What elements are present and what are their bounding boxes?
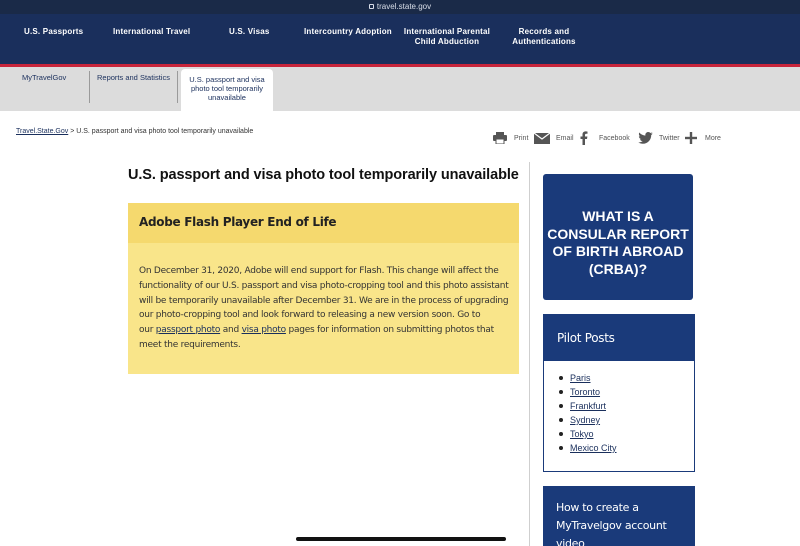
subnav-mytravelgov[interactable]: MyTravelGov	[22, 73, 67, 82]
nav-parental-child-abduction[interactable]	[401, 27, 493, 47]
facebook-icon	[580, 131, 588, 145]
share-more-label: More	[705, 134, 721, 142]
notice-line: functionality of our U.S. passport and visa photo-cropping tool and this photo assistant	[139, 280, 509, 291]
nav-intercountry-adoption[interactable]: Intercountry Adoption	[304, 27, 392, 36]
share-print-label: Print	[514, 134, 529, 142]
nav-label-line: Authentications	[512, 37, 576, 46]
share-facebook[interactable]	[580, 129, 630, 147]
active-tab-line: unavailable	[208, 93, 246, 102]
share-email-label: Email	[556, 134, 574, 142]
pilot-post-mexico-city[interactable]	[570, 441, 694, 455]
nav-label-line: International Parental	[403, 27, 491, 36]
breadcrumb	[16, 128, 253, 135]
nav-label-line: Records and	[518, 27, 570, 36]
notice-body	[139, 264, 511, 353]
sub-navigation	[0, 67, 800, 111]
nav-international-travel[interactable]: International Travel	[113, 27, 191, 36]
subnav-divider	[177, 71, 178, 103]
lock-icon	[369, 4, 374, 9]
crba-line: OF BIRTH ABROAD	[552, 243, 684, 259]
notice-line: will be temporarily unavailable after December 31. We are in the process of upgrading	[139, 295, 509, 306]
nav-us-visas[interactable]: U.S. Visas	[229, 27, 270, 36]
pilot-post-label: Toronto	[570, 387, 601, 397]
breadcrumb-separator: >	[68, 128, 77, 135]
pilot-posts-panel	[543, 314, 695, 472]
breadcrumb-home-link[interactable]: Travel.State.Gov	[16, 128, 69, 135]
notice-line	[139, 323, 511, 338]
howto-line: MyTravelgov account	[556, 519, 667, 532]
crba-line: (CRBA)?	[588, 260, 648, 277]
share-facebook-label: Facebook	[599, 134, 630, 142]
passport-photo-link[interactable]: passport photo	[155, 325, 221, 336]
nav-us-passports[interactable]: U.S. Passports	[24, 27, 84, 36]
page-title: U.S. passport and visa photo tool temporarily unavailable	[128, 167, 519, 183]
notice-text: pages for information on submitting photos that	[285, 325, 494, 336]
share-email[interactable]	[534, 129, 574, 147]
column-divider	[529, 162, 530, 546]
nav-label-line: Child Abduction	[414, 37, 480, 46]
share-twitter[interactable]	[638, 129, 680, 147]
pilot-post-frankfurt[interactable]	[570, 399, 694, 413]
pilot-post-label: Mexico City	[570, 443, 617, 453]
share-twitter-label: Twitter	[659, 134, 680, 142]
share-more[interactable]	[685, 129, 721, 147]
crba-line: WHAT IS A	[582, 208, 654, 224]
pilot-posts-list	[544, 361, 694, 455]
pilot-post-label: Tokyo	[570, 429, 594, 439]
howto-line: video	[556, 537, 585, 546]
subnav-reports-statistics[interactable]: Reports and Statistics	[97, 73, 170, 82]
pilot-post-sydney[interactable]	[570, 413, 694, 427]
breadcrumb-current: U.S. passport and visa photo tool temporarily unavailable	[76, 128, 254, 135]
pilot-post-label: Sydney	[570, 415, 601, 425]
howto-video-card[interactable]	[543, 486, 695, 546]
notice-line: On December 31, 2020, Adobe will end support for Flash. This change will affect the	[139, 266, 499, 276]
url-text: travel.state.gov	[376, 2, 432, 11]
notice-text: and	[220, 325, 242, 336]
crba-line: CONSULAR REPORT	[547, 225, 689, 242]
pilot-post-label: Frankfurt	[570, 401, 607, 411]
howto-line: How to create a	[556, 501, 639, 514]
top-navigation	[0, 14, 800, 64]
active-tab-line: U.S. passport and visa	[189, 75, 265, 84]
pilot-post-label: Paris	[570, 373, 591, 383]
home-indicator[interactable]	[296, 537, 506, 541]
notice-line: meet the requirements.	[139, 339, 241, 350]
crba-promo-card[interactable]	[543, 174, 693, 300]
subnav-divider	[89, 71, 90, 103]
active-tab-line: photo tool temporarily	[190, 84, 264, 93]
pilot-post-paris[interactable]	[570, 371, 694, 385]
pilot-posts-heading: Pilot Posts	[544, 315, 694, 361]
notice-box	[128, 203, 519, 374]
visa-photo-link[interactable]: visa photo	[241, 325, 286, 336]
address-bar[interactable]	[0, 0, 800, 14]
pilot-post-toronto[interactable]	[570, 385, 694, 399]
plus-icon	[685, 132, 697, 144]
notice-heading: Adobe Flash Player End of Life	[128, 203, 519, 243]
envelope-icon	[534, 133, 550, 144]
notice-line: our photo-cropping tool and look forward to releasing a new version soon. Go to	[139, 310, 481, 321]
subnav-active-tab[interactable]	[181, 69, 273, 111]
nav-records-authentications[interactable]	[508, 27, 580, 47]
printer-icon	[493, 132, 507, 144]
pilot-post-tokyo[interactable]	[570, 427, 694, 441]
twitter-icon	[638, 132, 653, 144]
share-print[interactable]	[493, 129, 528, 147]
notice-text: our	[139, 325, 156, 336]
